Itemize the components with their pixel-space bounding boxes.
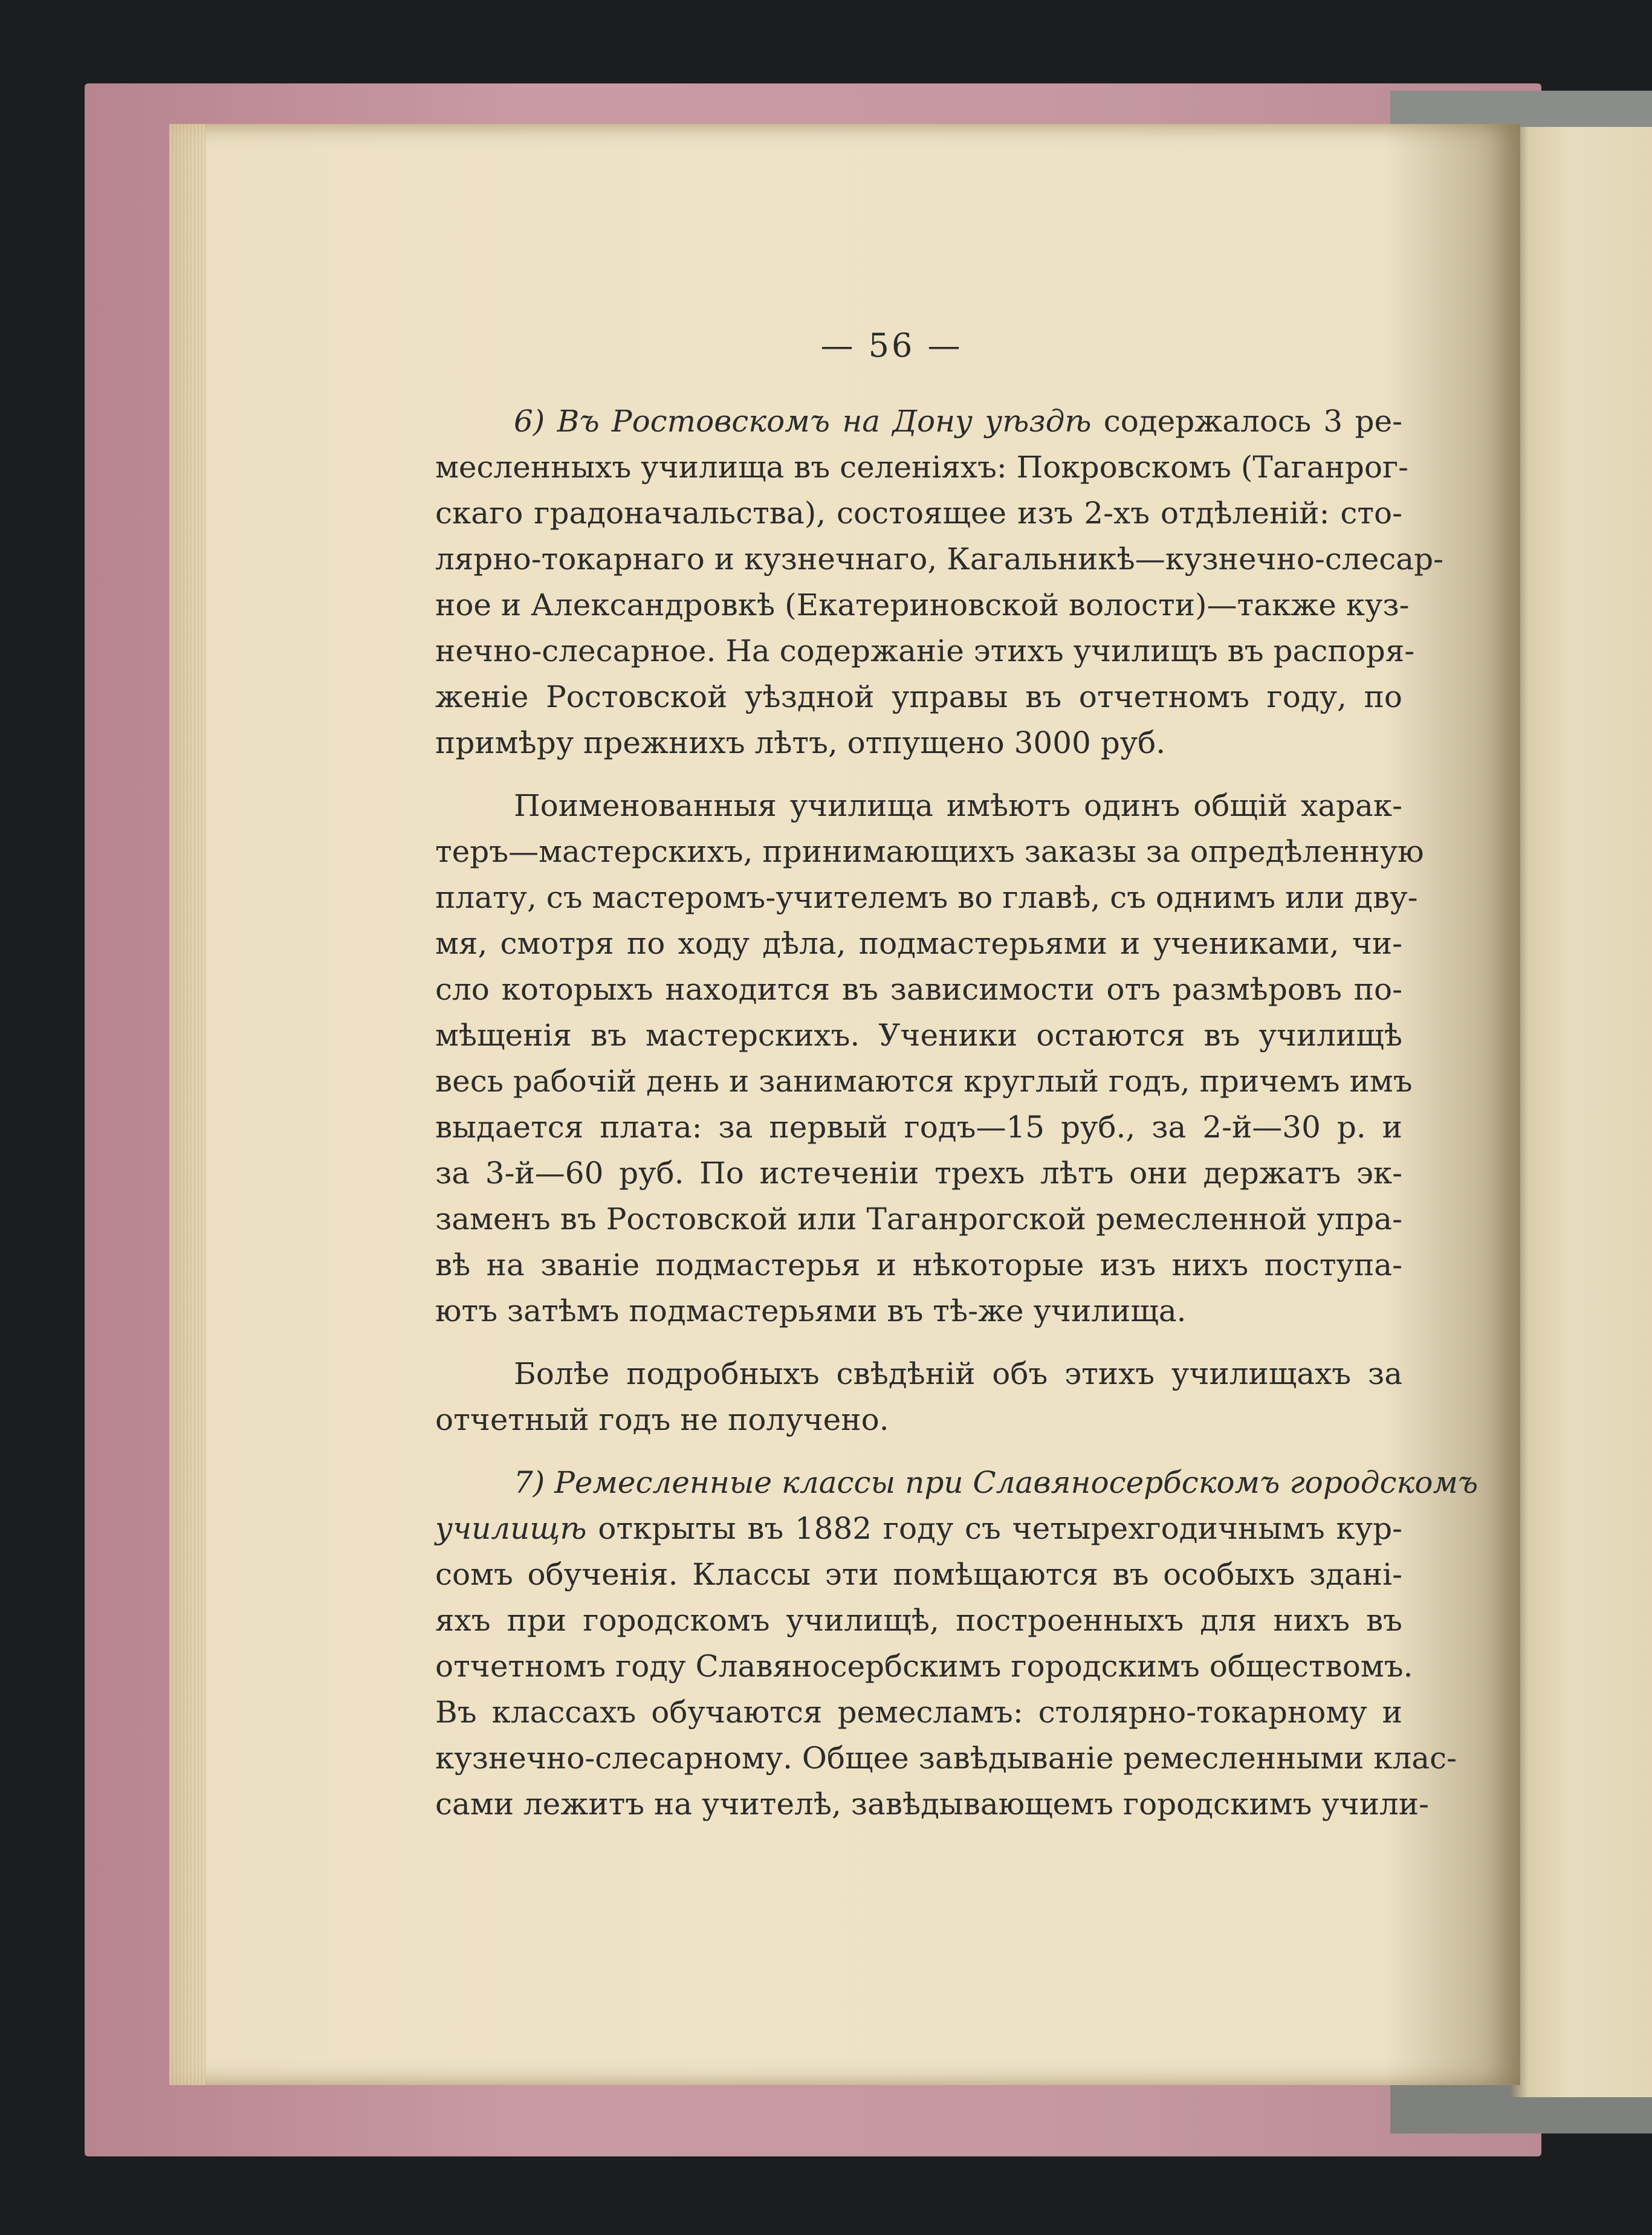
text-line	[435, 674, 1402, 720]
text-line	[435, 1104, 1402, 1150]
line-text: вѣ на званіе подмастерья и нѣкоторые изъ нихъ поступа-	[435, 1247, 1402, 1282]
paragraph-p-more	[435, 1351, 1402, 1443]
next-page-edge	[1511, 127, 1652, 2097]
text-line	[435, 966, 1402, 1012]
text-line	[435, 1781, 1430, 1827]
text-line	[435, 920, 1402, 966]
paragraph-p7	[435, 1460, 1479, 1827]
line-text: плату, съ мастеромъ-учителемъ во главѣ, съ однимъ или дву-	[435, 880, 1418, 915]
line-text: яхъ при городскомъ училищѣ, построенныхъ для нихъ въ	[435, 1603, 1402, 1638]
line-text: мя, смотря по ходу дѣла, подмастерьями и учениками, чи-	[435, 926, 1402, 961]
line-text: открыты въ 1882 году съ четырехгодичнымъ кур-	[586, 1511, 1402, 1546]
line-text: мѣщенія въ мастерскихъ. Ученики остаются въ училищѣ	[435, 1018, 1402, 1053]
text-body	[435, 398, 1479, 1827]
text-line	[435, 1288, 1402, 1334]
line-text: скаго градоначальства), состоящее изъ 2-хъ отдѣленій: сто-	[435, 496, 1402, 531]
line-text: заменъ въ Ростовской или Таганрогской ремесленной упра-	[435, 1202, 1402, 1237]
line-text: лярно-токарнаго и кузнечнаго, Кагальникѣ—кузнечно-слесар-	[435, 542, 1443, 577]
text-line	[435, 875, 1418, 920]
line-text: теръ—мастерскихъ, принимающихъ заказы за опредѣленную	[435, 834, 1424, 869]
line-text: сами лежитъ на учителѣ, завѣдывающемъ городскимъ учили-	[435, 1787, 1430, 1822]
paragraph-gap	[435, 1443, 1402, 1460]
text-line	[435, 628, 1415, 674]
text-line	[435, 1351, 1402, 1397]
line-text: Поименованныя училища имѣютъ одинъ общій харак-	[514, 788, 1402, 823]
text-line	[435, 444, 1409, 490]
italic-heading: училищѣ	[435, 1511, 587, 1546]
paragraph-gap	[435, 766, 1402, 783]
line-text: нечно-слесарное. На содержаніе этихъ училищъ въ распоря-	[435, 633, 1415, 668]
text-line	[435, 582, 1410, 628]
text-line	[435, 1150, 1402, 1196]
line-text: за 3-й—60 руб. По истеченіи трехъ лѣтъ они держатъ эк-	[435, 1156, 1402, 1191]
text-line	[435, 1735, 1457, 1781]
text-line	[435, 1242, 1402, 1288]
page-number: — 56 —	[820, 326, 963, 364]
paragraph-p6	[435, 398, 1443, 766]
text-line	[435, 1058, 1413, 1104]
text-line	[435, 1643, 1413, 1689]
line-text: сомъ обученія. Классы эти помѣщаются въ особыхъ здані-	[435, 1557, 1402, 1592]
line-text: содержалось 3 ре-	[1091, 404, 1403, 439]
line-text: Болѣе подробныхъ свѣдѣній объ этихъ училищахъ за	[514, 1356, 1402, 1391]
text-line	[435, 1597, 1402, 1643]
text-line	[435, 398, 1402, 444]
text-line	[435, 1460, 1479, 1506]
text-line	[435, 1551, 1402, 1597]
text-line	[435, 1012, 1402, 1058]
text-line	[435, 536, 1443, 582]
page-content	[435, 326, 1479, 1827]
line-text: ютъ затѣмъ подмастерьями въ тѣ-же училища.	[435, 1293, 1187, 1328]
text-line	[435, 1506, 1402, 1551]
text-line	[435, 1196, 1402, 1242]
line-text: примѣру прежнихъ лѣтъ, отпущено 3000 руб.	[435, 725, 1166, 760]
line-text: кузнечно-слесарному. Общее завѣдываніе ремесленными клас-	[435, 1741, 1457, 1776]
paragraph-p-named	[435, 783, 1424, 1334]
text-line	[435, 1397, 1402, 1443]
line-text: ное и Александровкѣ (Екатериновской волости)—также куз-	[435, 587, 1410, 623]
text-line	[435, 783, 1402, 829]
italic-heading: 7) Ремесленные классы при Славяносербскомъ городскомъ	[514, 1465, 1479, 1500]
line-text: отчетномъ году Славяносербскимъ городскимъ обществомъ.	[435, 1649, 1413, 1684]
line-text: весь рабочій день и занимаются круглый годъ, причемъ имъ	[435, 1064, 1413, 1099]
line-text: месленныхъ училища въ селеніяхъ: Покровскомъ (Таганрог-	[435, 450, 1409, 485]
line-text: женіе Ростовской уѣздной управы въ отчетномъ году, по	[435, 679, 1402, 714]
line-text: Въ классахъ обучаются ремесламъ: столярно-токарному и	[435, 1695, 1402, 1730]
text-line	[435, 720, 1402, 766]
text-line	[435, 829, 1424, 875]
line-text: сло которыхъ находится въ зависимости отъ размѣровъ по-	[435, 972, 1402, 1007]
page-stack-edge	[169, 124, 206, 2085]
spine-strip-top	[1390, 91, 1652, 127]
italic-heading: 6) Въ Ростовскомъ на Дону уѣздѣ	[514, 404, 1092, 439]
paragraph-gap	[435, 1334, 1402, 1351]
text-line	[435, 490, 1402, 536]
line-text: выдается плата: за первый годъ—15 руб., за 2-й—30 р. и	[435, 1110, 1402, 1145]
text-line	[435, 1689, 1402, 1735]
line-text: отчетный годъ не получено.	[435, 1402, 889, 1437]
